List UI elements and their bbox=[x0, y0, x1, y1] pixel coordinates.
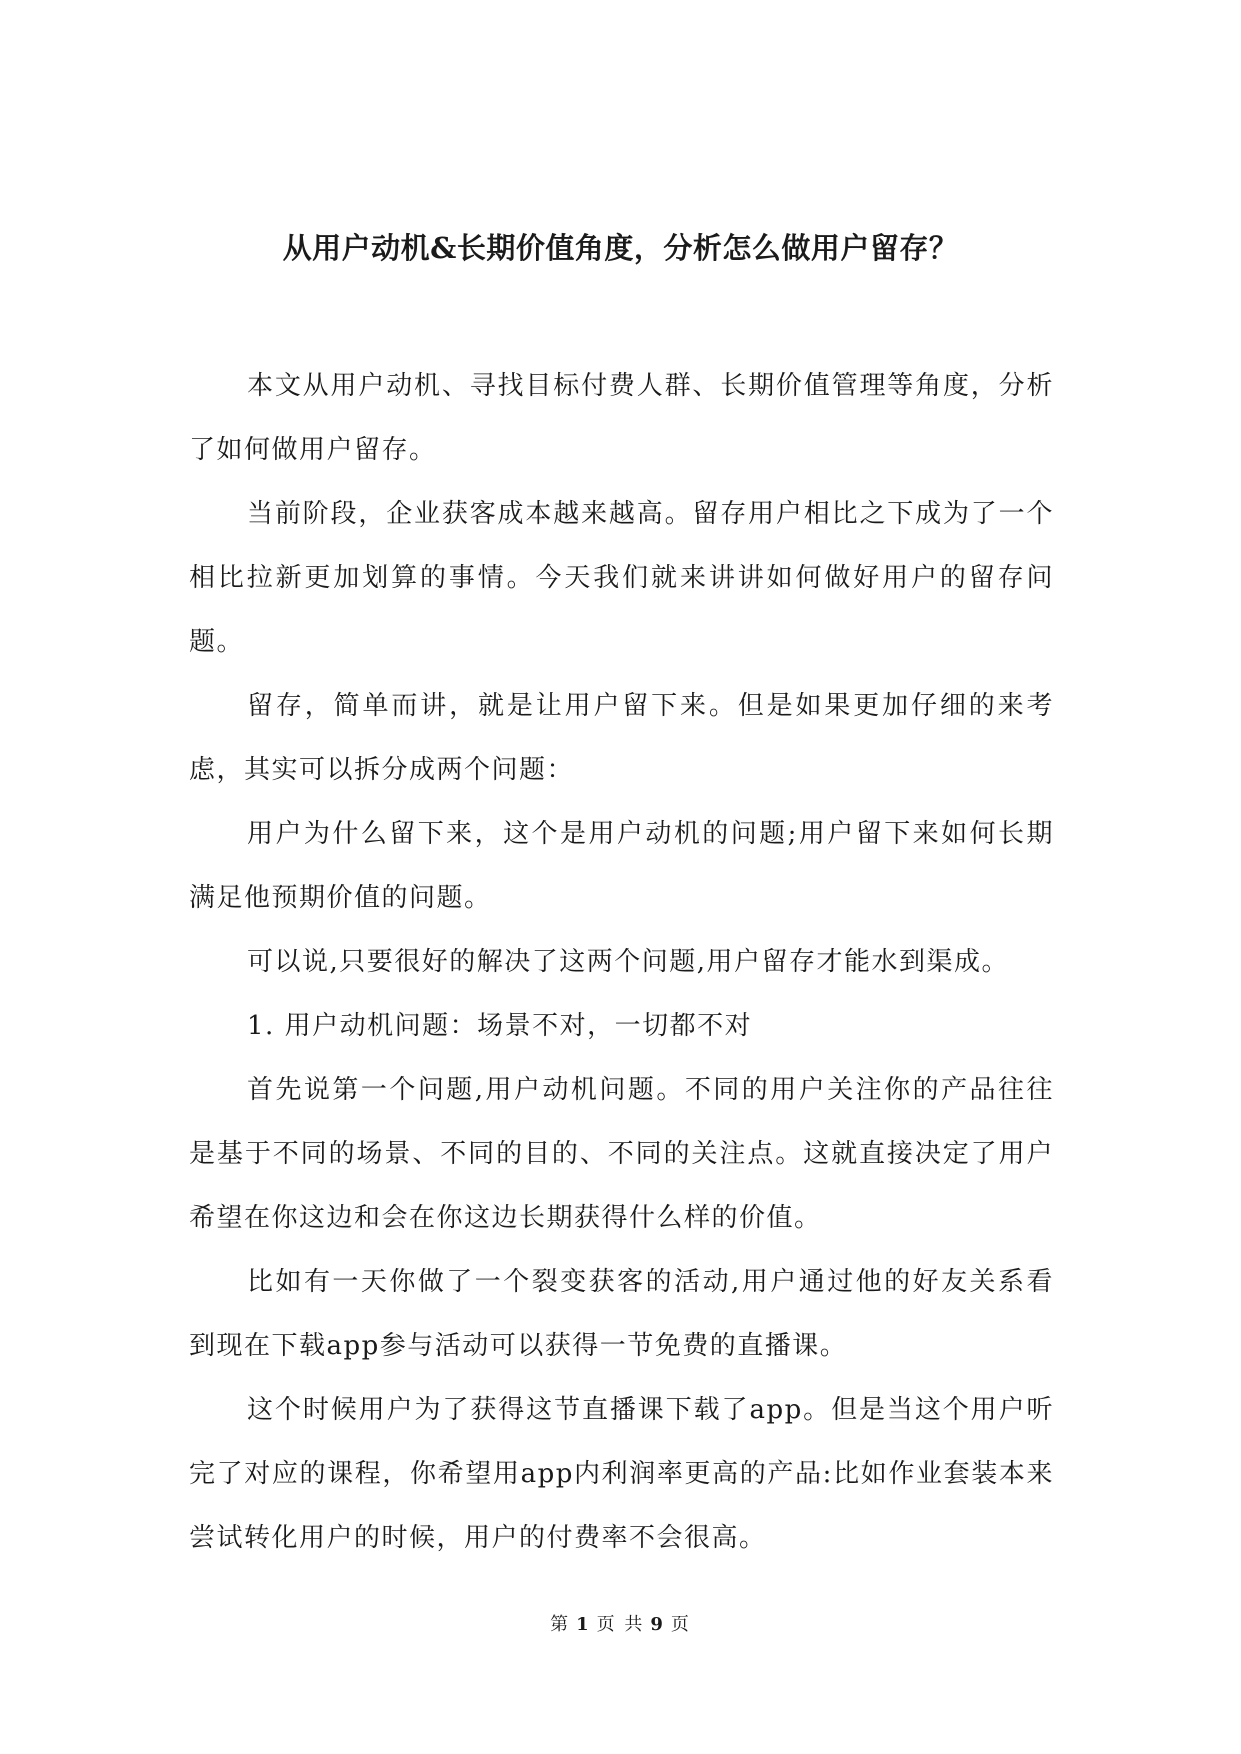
paragraph: 首先说第一个问题,用户动机问题。不同的用户关注你的产品往往是基于不同的场景、不同的目的、不同的关注点。这就直接决定了用户希望在你这边和会在你这边长期获得什么样的价值。 bbox=[189, 1075, 1054, 1233]
document-body bbox=[189, 354, 1054, 1570]
paragraph: 当前阶段，企业获客成本越来越高。留存用户相比之下成为了一个相比拉新更加划算的事情。今天我们就来讲讲如何做好用户的留存问题。 bbox=[189, 499, 1054, 657]
document-title: 从用户动机&长期价值角度，分析怎么做用户留存？ bbox=[282, 231, 959, 265]
page-footer bbox=[0, 1613, 1241, 1637]
paragraph: 本文从用户动机、寻找目标付费人群、长期价值管理等角度，分析了如何做用户留存。 bbox=[189, 371, 1054, 465]
section-heading: 1. 用户动机问题：场景不对，一切都不对 bbox=[247, 1011, 753, 1041]
page-total: 9 bbox=[650, 1614, 665, 1635]
paragraph: 这个时候用户为了获得这节直播课下载了app。但是当这个用户听完了对应的课程，你希望用app内利润率更高的产品:比如作业套装本来尝试转化用户的时候，用户的付费率不会很高。 bbox=[189, 1395, 1054, 1553]
paragraph: 比如有一天你做了一个裂变获客的活动,用户通过他的好友关系看到现在下载app参与活动可以获得一节免费的直播课。 bbox=[189, 1267, 1054, 1361]
paragraph: 用户为什么留下来，这个是用户动机的问题;用户留下来如何长期满足他预期价值的问题。 bbox=[189, 819, 1054, 913]
footer-middle: 页 共 bbox=[596, 1614, 645, 1635]
footer-prefix: 第 bbox=[550, 1614, 571, 1635]
footer-suffix: 页 bbox=[670, 1614, 691, 1635]
paragraph: 可以说,只要很好的解决了这两个问题,用户留存才能水到渠成。 bbox=[247, 947, 1010, 977]
paragraph: 留存，简单而讲，就是让用户留下来。但是如果更加仔细的来考虑，其实可以拆分成两个问题： bbox=[189, 691, 1054, 785]
page-number: 1 bbox=[576, 1614, 591, 1635]
